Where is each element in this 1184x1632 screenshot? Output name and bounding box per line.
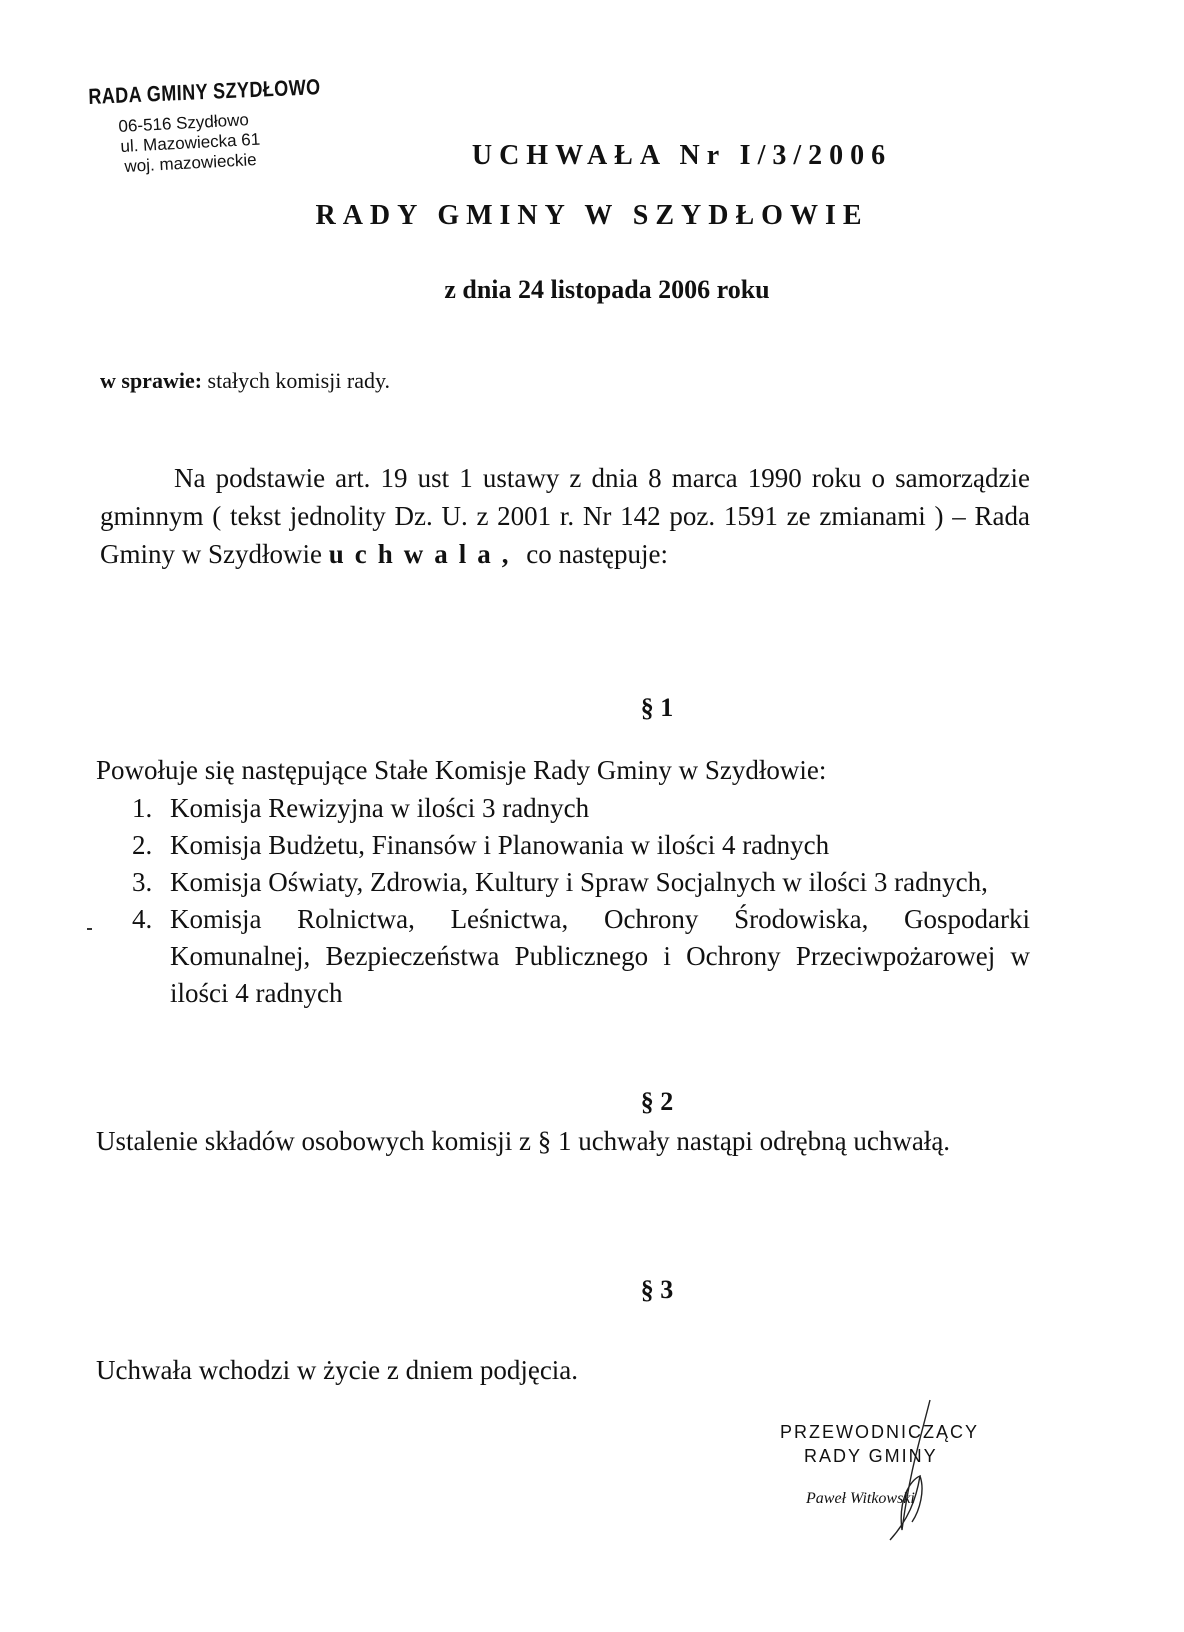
section-2-heading: § 2 — [640, 1087, 674, 1116]
legal-basis-paragraph — [100, 459, 1030, 573]
section-1-heading: § 1 — [640, 693, 674, 722]
subject-text: stałych komisji rady. — [202, 368, 391, 393]
subject-label: w sprawie: — [100, 368, 203, 393]
committee-list — [128, 790, 1030, 1012]
stamp-region-line: woj. mazowieckie — [124, 150, 258, 176]
list-item-number: 3. — [132, 867, 153, 897]
legal-basis-emphasis: uchwala, — [328, 539, 520, 569]
section-3-heading: § 3 — [640, 1275, 674, 1304]
chairman-signature-stamp — [770, 1420, 1010, 1530]
stamp-title: RADA GMINY SZYDŁOWO — [88, 74, 321, 109]
signature-title: PRZEWODNICZĄCY — [780, 1422, 979, 1442]
list-item — [128, 864, 1030, 901]
list-item-number: 2. — [132, 830, 153, 860]
section-2-text: Ustalenie składów osobowych komisji z § 1 uchwały nastąpi odrębną uchwałą. — [96, 1126, 951, 1156]
legal-basis-tail: co następuje: — [519, 539, 668, 569]
subject-line — [100, 368, 390, 394]
section-3-text: Uchwała wchodzi w życie z dniem podjęcia. — [96, 1355, 579, 1385]
section-1-intro: Powołuje się następujące Stałe Komisje Rady Gminy w Szydłowie: — [96, 755, 827, 785]
scan-mark — [87, 928, 92, 930]
list-item-number: 4. — [132, 904, 153, 934]
signatory-name: Paweł Witkowski — [806, 1490, 915, 1507]
list-item-text: Komisja Rewizyjna w ilości 3 radnych — [170, 793, 590, 823]
list-item-text: Komisja Rolnictwa, Leśnictwa, Ochrony Środowiska, Gospodarki Komunalnej, Bezpieczeństwa Publicznego i Ochrony Przeciwpożarowej w ilości 4 radnych — [170, 904, 1030, 1008]
list-item-number: 1. — [132, 793, 153, 823]
resolution-authority: RADY GMINY W SZYDŁOWIE — [315, 200, 869, 231]
resolution-date: z dnia 24 listopada 2006 roku — [444, 275, 770, 304]
list-item-text: Komisja Budżetu, Finansów i Planowania w ilości 4 radnych — [170, 830, 830, 860]
list-item — [128, 790, 1030, 827]
list-item — [128, 827, 1030, 864]
legal-basis-text: Na podstawie art. 19 ust 1 ustawy z dnia 8 marca 1990 roku o samorządzie gminnym ( tekst jednolity Dz. U. z 2001 r. Nr 142 poz. 1591 ze zmianami ) – Rada Gminy w Szydłowie — [100, 463, 1030, 569]
stamp-postal-line: 06-516 Szydłowo — [118, 110, 250, 136]
stamp-street-line: ul. Mazowiecka 61 — [120, 129, 261, 156]
resolution-title: UCHWAŁA Nr I/3/2006 — [471, 140, 893, 171]
signature-body: RADY GMINY — [804, 1446, 938, 1466]
list-item — [128, 901, 1030, 1012]
list-item-text: Komisja Oświaty, Zdrowia, Kultury i Spraw Socjalnych w ilości 3 radnych, — [170, 867, 988, 897]
